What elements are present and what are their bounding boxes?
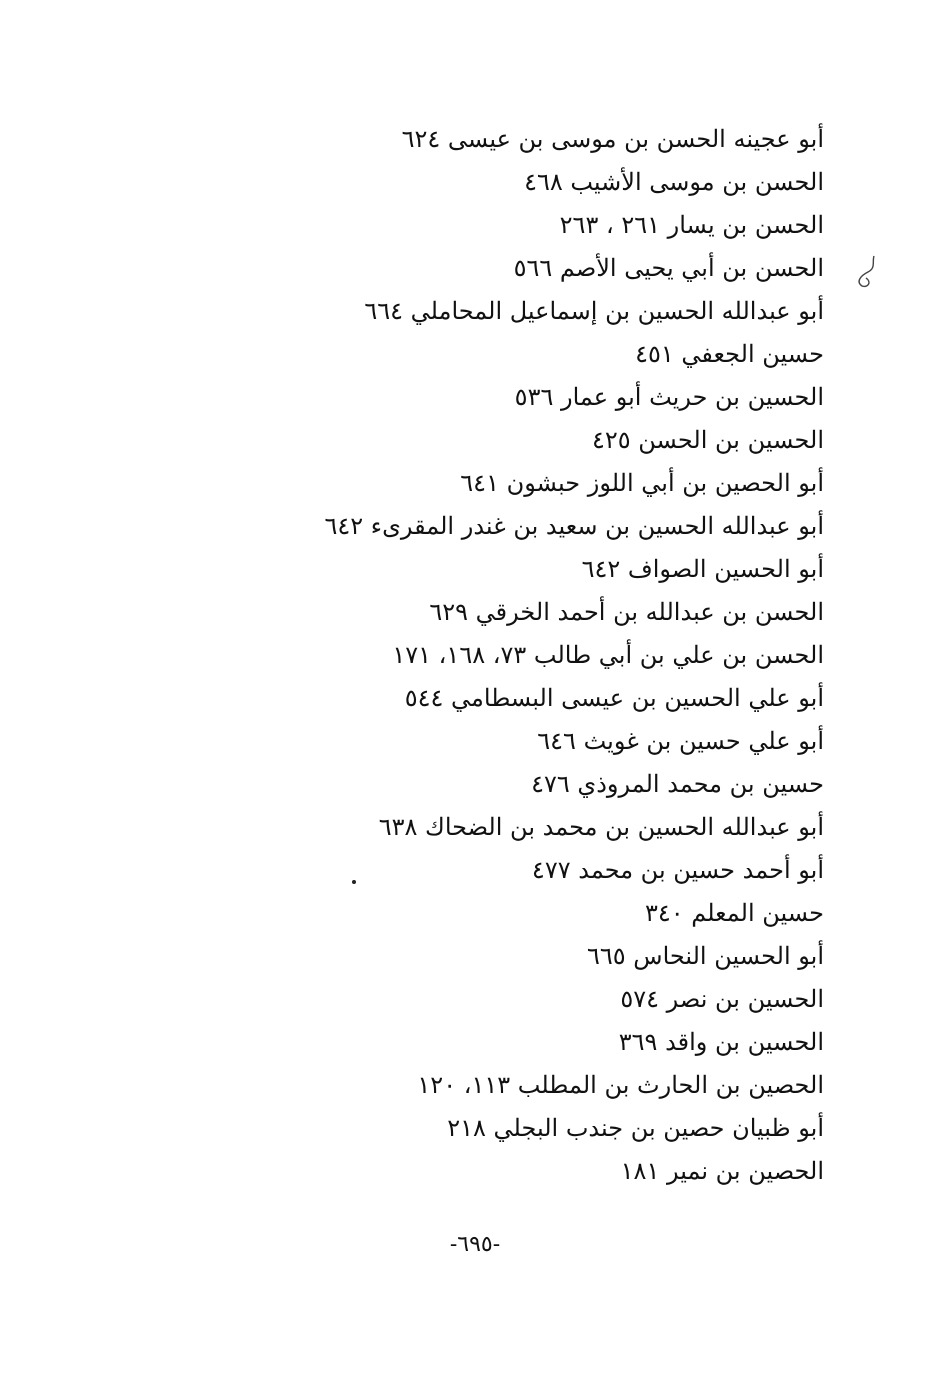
index-list <box>264 118 824 1193</box>
handwritten-margin-mark-icon <box>850 252 882 292</box>
stray-dot <box>352 880 356 884</box>
index-entry: الحسن بن يسار ٢٦١ ، ٢٦٣ <box>559 211 824 239</box>
index-entry: أبو الحصين بن أبي اللوز حبشون ٦٤١ <box>460 469 824 497</box>
index-entry: أبو أحمد حسين بن محمد ٤٧٧ <box>531 856 824 884</box>
index-entry: الحصين بن نمير ١٨١ <box>620 1157 824 1185</box>
index-entry: حسين المعلم ٣٤٠ <box>644 899 824 927</box>
index-entry: الحسين بن نصر ٥٧٤ <box>620 985 824 1013</box>
index-entry: الحسن بن عبدالله بن أحمد الخرقي ٦٢٩ <box>429 598 824 626</box>
index-entry: أبو علي الحسين بن عيسى البسطامي ٥٤٤ <box>404 684 824 712</box>
page-number: -٦٩٥- <box>449 1232 501 1257</box>
index-entry: الحسن بن علي بن أبي طالب ٧٣، ١٦٨، ١٧١ <box>392 641 824 669</box>
index-entry: أبو عبدالله الحسين بن محمد بن الضحاك ٦٣٨ <box>378 813 824 841</box>
index-entry: الحسين بن واقد ٣٦٩ <box>618 1028 824 1056</box>
index-entry: أبو ظبيان حصين بن جندب البجلي ٢١٨ <box>447 1114 824 1142</box>
index-entry: أبو عجينه الحسن بن موسى بن عيسى ٦٢٤ <box>401 125 824 153</box>
index-entry: الحسين بن الحسن ٤٢٥ <box>591 426 824 454</box>
index-entry: الحسين بن حريث أبو عمار ٥٣٦ <box>514 383 824 411</box>
index-entry: أبو عبدالله الحسين بن سعيد بن غندر المقرىء ٦٤٢ <box>324 512 824 540</box>
index-entry: حسين الجعفي ٤٥١ <box>635 340 824 368</box>
index-entry: الحسن بن موسى الأشيب ٤٦٨ <box>524 168 824 196</box>
index-entry: حسين بن محمد المروذي ٤٧٦ <box>531 770 824 798</box>
index-entry: أبو الحسين النحاس ٦٦٥ <box>586 942 824 970</box>
index-entry: أبو الحسين الصواف ٦٤٢ <box>581 555 824 583</box>
index-entry: الحصين بن الحارث بن المطلب ١١٣، ١٢٠ <box>417 1071 824 1099</box>
index-entry: أبو علي حسين بن غويث ٦٤٦ <box>537 727 824 755</box>
index-entry: أبو عبدالله الحسين بن إسماعيل المحاملي ٦٦٤ <box>364 297 824 325</box>
index-entry: الحسن بن أبي يحيى الأصم ٥٦٦ <box>513 254 824 282</box>
